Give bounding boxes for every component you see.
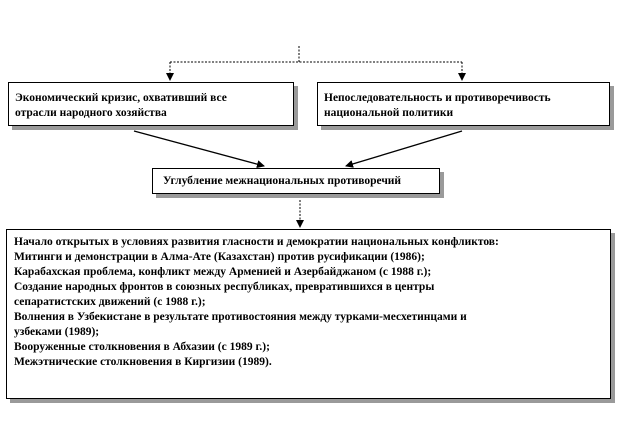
deepening-contradictions-box [152,168,440,194]
national-conflicts-box [6,229,611,399]
economic-crisis-box [8,82,294,126]
conflicts-line: сепаратистских движений (с 1988 г.); [14,296,206,308]
conflicts-line: Создание народных фронтов в союзных республиках, превратившихся в центры [14,281,435,293]
conflicts-line: Вооруженные столкновения в Абхазии (с 1989 г.); [14,341,270,353]
conflicts-line: Карабахская проблема, конфликт между Арменией и Азербайджаном (с 1988 г.); [14,266,432,278]
conflicts-line: Волнения в Узбекистане в результате противостояния между турками-месхетинцами и [14,311,467,323]
arrow-crisis-to-deepening [134,131,264,166]
deepening-contradictions-text: Углубление межнациональных противоречий [163,175,402,187]
conflicts-line: Митинги и демонстрации в Алма-Ате (Казахстан) против русификации (1986); [14,251,425,263]
national-policy-box [317,82,610,126]
conflicts-line: узбеками (1989); [14,326,100,338]
arrow-policy-to-deepening [346,131,462,166]
national-policy-line-2: национальной политики [324,107,454,119]
conflicts-line: Межэтнические столкновения в Киргизии (1989). [14,356,272,368]
economic-crisis-line-2: отрасли народного хозяйства [15,107,167,119]
economic-crisis-line-1: Экономический кризис, охвативший все [15,92,227,104]
conflicts-line: Начало открытых в условиях развития гласности и демократии национальных конфликтов: [14,236,499,248]
national-policy-line-1: Непоследовательность и противоречивость [324,92,551,104]
